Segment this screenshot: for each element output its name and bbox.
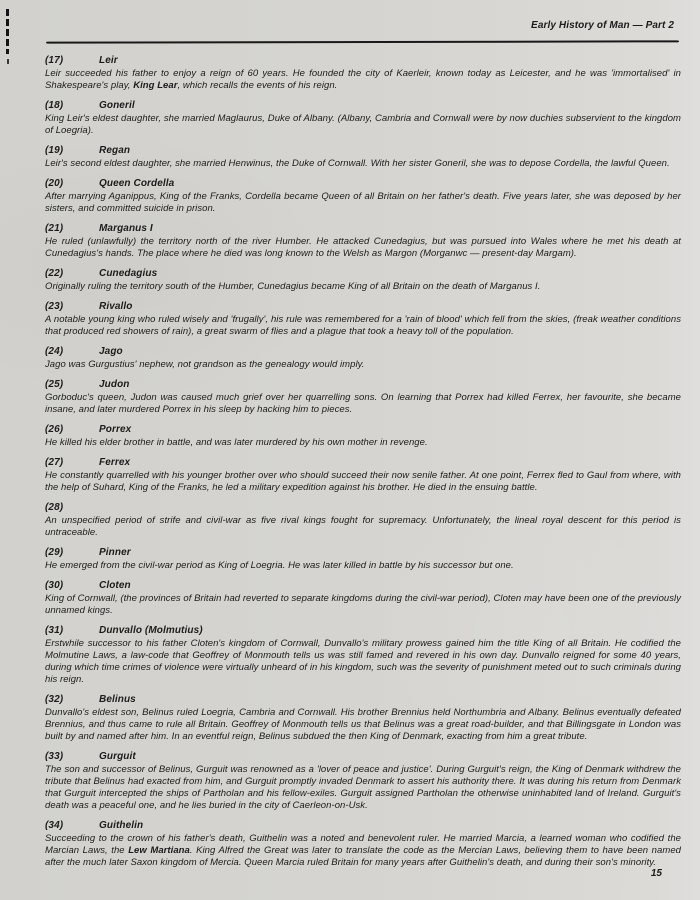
entry-name: Goneril: [99, 100, 135, 111]
entry-body: [45, 359, 681, 371]
entry-body-text: , which recalls the events of his reign.: [177, 80, 338, 91]
entry-body: [45, 833, 681, 869]
entry: [45, 457, 681, 494]
entry: [45, 820, 681, 869]
scan-artifact-mark: [6, 9, 9, 54]
entry-body-text: After marrying Aganippus, King of the Franks, Cordella became Queen of all Britain on her father's death. Five years later, she was deposed by her sisters, and committed suicide in prison.: [45, 191, 681, 214]
entry-body-text: Originally ruling the territory south of the Humber, Cunedagius became King of all Britain on the death of Marganus I.: [45, 281, 541, 292]
entry-body: [45, 764, 681, 812]
entry-number: (22): [45, 268, 64, 279]
entry-number: (24): [45, 346, 64, 357]
entry: [45, 268, 681, 293]
entry-body-text: Jago was Gurgustius' nephew, not grandson as the genealogy would imply.: [45, 359, 365, 370]
page-number: 15: [650, 868, 662, 879]
entry: [45, 178, 681, 215]
entry-name: Judon: [99, 379, 130, 390]
entry-heading: [45, 547, 681, 559]
entry-body-text: He emerged from the civil-war period as King of Loegria. He was later killed in battle by his successor but one.: [45, 560, 514, 571]
entry-name: Pinner: [99, 547, 131, 558]
entry: [45, 100, 681, 137]
entry-body-text: He constantly quarrelled with his younger brother over who should succeed their now senile father. At one point, Ferrex fled to Gaul from where, with the help of Suhard, King of the Franks, he led a military expedition against his brother. He died in the ensuing battle.: [45, 470, 681, 493]
entry-number: (20): [45, 178, 64, 189]
entry-number: (31): [45, 625, 64, 636]
entry-name: Dunvallo (Molmutius): [99, 625, 203, 636]
entry-name: Leir: [99, 55, 118, 66]
entry-body: [45, 470, 681, 494]
entry-body-text: Erstwhile successor to his father Cloten's kingdom of Cornwall, Dunvallo's military prowess gained him the title King of all Britain. He codified the Molmutine Laws, a law-code that Geoffrey of Monmouth tells us was still famed and revered in his own day. Dunvallo reigned for some 40 years, during which time crimes of violence were virtually unheard of in his kingdom, such was the severity of punishment meted out to such criminals during his reign.: [45, 638, 681, 685]
entry-name: Rivallo: [99, 301, 133, 312]
entry-name: Porrex: [99, 424, 132, 435]
entry-heading: [45, 502, 681, 514]
entry-body-text: . King Alfred the Great was later to translate the code as the Mercian Laws, believing them to have been named after the much later Saxon kingdom of Mercia. Queen Marcia ruled Britain for many years after Guithelin's death, and during their son's minority.: [45, 845, 681, 868]
entry: [45, 694, 681, 743]
entry: [45, 301, 681, 338]
entry-body-bold-text: King Lear: [133, 80, 178, 91]
entry-body-bold-text: Lew Martiana: [128, 845, 190, 856]
entry-body: [45, 560, 681, 572]
entry-body: [45, 638, 681, 686]
entry: [45, 346, 681, 371]
entry-body-text: Leir's second eldest daughter, she married Henwinus, the Duke of Cornwall. With her sister Goneril, she was to depose Cordella, the lawful Queen.: [45, 158, 670, 169]
entry-body: [45, 392, 681, 416]
entry-name: Ferrex: [99, 457, 131, 468]
entry-number: (17): [45, 55, 64, 66]
entry-body-text: Dunvallo's eldest son, Belinus ruled Loegria, Cambria and Cornwall. His brother Brennius held Northumbria and Albany. Belinus eventually defeated Brennius, and thus came to rule all Britain. Geoffrey of Monmouth tells us that Belinus was a great road-builder, and that Billingsgate in London was built by and named after him. In an eventful reign, Belinus subdued the then King of Denmark, exacting from him a great tribute.: [45, 707, 681, 742]
entry-number: (23): [45, 301, 64, 312]
entry: [45, 223, 681, 260]
page-header-title: Early History of Man — Part 2: [531, 20, 674, 31]
entry-name: Guithelin: [99, 820, 144, 831]
entry-number: (33): [45, 751, 64, 762]
entry-heading: [45, 625, 681, 637]
entry: [45, 55, 681, 92]
entry-body: [45, 68, 681, 92]
entry-heading: [45, 100, 681, 112]
entry-body-text: He ruled (unlawfully) the territory north of the river Humber. He attacked Cunedagius, but was pursued into Wales where he met his death at Cunedagius's hands. The place where he died was long known to the Welsh as Margon (Morganwc — present-day Margam).: [45, 236, 681, 259]
entry: [45, 145, 681, 170]
entry-heading: [45, 694, 681, 706]
entry-number: (32): [45, 694, 64, 705]
entry-number: (25): [45, 379, 64, 390]
entry-body: [45, 236, 681, 260]
entry-body-text: The son and successor of Belinus, Gurguit was renowned as a 'lover of peace and justice'. During Gurguit's reign, the King of Denmark withdrew the tribute that Belinus had exacted from him, and Gurguit promptly invaded Denmark to assert his authority there. It was during his return from Denmark that Gurguit intercepted the ships of Partholan and his fellow-exiles. Gurguit assigned Partholan the otherwise uninhabited land of Ireland. Gurguit's death was a peaceful one, and he lies buried in the city of Caerleon-on-Usk.: [45, 764, 681, 811]
entry-number: (19): [45, 145, 64, 156]
entry-heading: [45, 268, 681, 280]
entry-number: (34): [45, 820, 64, 831]
entries: [45, 55, 681, 877]
entry: [45, 580, 681, 617]
entry: [45, 502, 681, 539]
entry-body: [45, 314, 681, 338]
entry-number: (27): [45, 457, 64, 468]
entry-body-text: Gorboduc's queen, Judon was caused much grief over her quarrelling sons. On learning that Porrex had killed Ferrex, her favourite, she became insane, and later murdered Porrex in his sleep by hacking him to pieces.: [45, 392, 681, 415]
entry-heading: [45, 424, 681, 436]
entry-name: Cunedagius: [99, 268, 158, 279]
entry-body: [45, 593, 681, 617]
entry-number: (21): [45, 223, 64, 234]
entry: [45, 751, 681, 812]
entry-heading: [45, 580, 681, 592]
entry: [45, 547, 681, 572]
entry-body: [45, 281, 681, 293]
entry-body: [45, 515, 681, 539]
entry-body: [45, 191, 681, 215]
header-rule: [46, 40, 679, 43]
entry-name: Regan: [99, 145, 131, 156]
entry-body-text: Leir succeeded his father to enjoy a reign of 60 years. He founded the city of Kaerleir, known today as Leicester, and he was 'immortalised' in Shakespeare's play,: [45, 68, 681, 91]
entry-number: (30): [45, 580, 64, 591]
entry-number: (18): [45, 100, 64, 111]
entry-heading: [45, 145, 681, 157]
entry-heading: [45, 820, 681, 832]
entry-body: [45, 113, 681, 137]
entry-body-text: King Leir's eldest daughter, she married Maglaurus, Duke of Albany. (Albany, Cambria and Cornwall were by now duchies subservient to the kingdom of Loegria).: [45, 113, 681, 136]
entry-number: (28): [45, 502, 64, 513]
entry-name: Marganus I: [99, 223, 153, 234]
entry-body-text: King of Cornwall, (the provinces of Britain had reverted to separate kingdoms during the civil-war period), Cloten may have been one of the previously unnamed kings.: [45, 593, 681, 616]
entry-heading: [45, 223, 681, 235]
entry-name: Gurguit: [99, 751, 136, 762]
entry-heading: [45, 751, 681, 763]
entry-heading: [45, 457, 681, 469]
entry-number: (29): [45, 547, 64, 558]
entry-body-text: Succeeding to the crown of his father's death, Guithelin was a noted and benevolent ruler. He married Marcia, a learned woman who codified the Marcian Laws, the: [45, 833, 681, 856]
entry: [45, 625, 681, 686]
entry-body: [45, 437, 681, 449]
entry-name: Cloten: [99, 580, 131, 591]
entry-body-text: An unspecified period of strife and civil-war as five rival kings fought for supremacy. Unfortunately, the lineal royal descent for this period is untraceable.: [45, 515, 681, 538]
entry-body-text: He killed his elder brother in battle, and was later murdered by his own mother in revenge.: [45, 437, 428, 448]
entry-heading: [45, 178, 681, 190]
entry-heading: [45, 55, 681, 67]
entry-body: [45, 707, 681, 743]
entry-heading: [45, 346, 681, 358]
entry-name: Belinus: [99, 694, 136, 705]
entry-heading: [45, 301, 681, 313]
entry: [45, 424, 681, 449]
entry: [45, 379, 681, 416]
entry-body: [45, 158, 681, 170]
entry-number: (26): [45, 424, 64, 435]
entry-name: Jago: [99, 346, 123, 357]
entry-heading: [45, 379, 681, 391]
entry-body-text: A notable young king who ruled wisely and 'frugally', his rule was remembered for a 'rain of blood' which fell from the skies, (freak weather conditions that produced red showers of rain), a great swarm of flies and a plague that took a heavy toll of the population.: [45, 314, 681, 337]
entry-name: Queen Cordella: [99, 178, 175, 189]
